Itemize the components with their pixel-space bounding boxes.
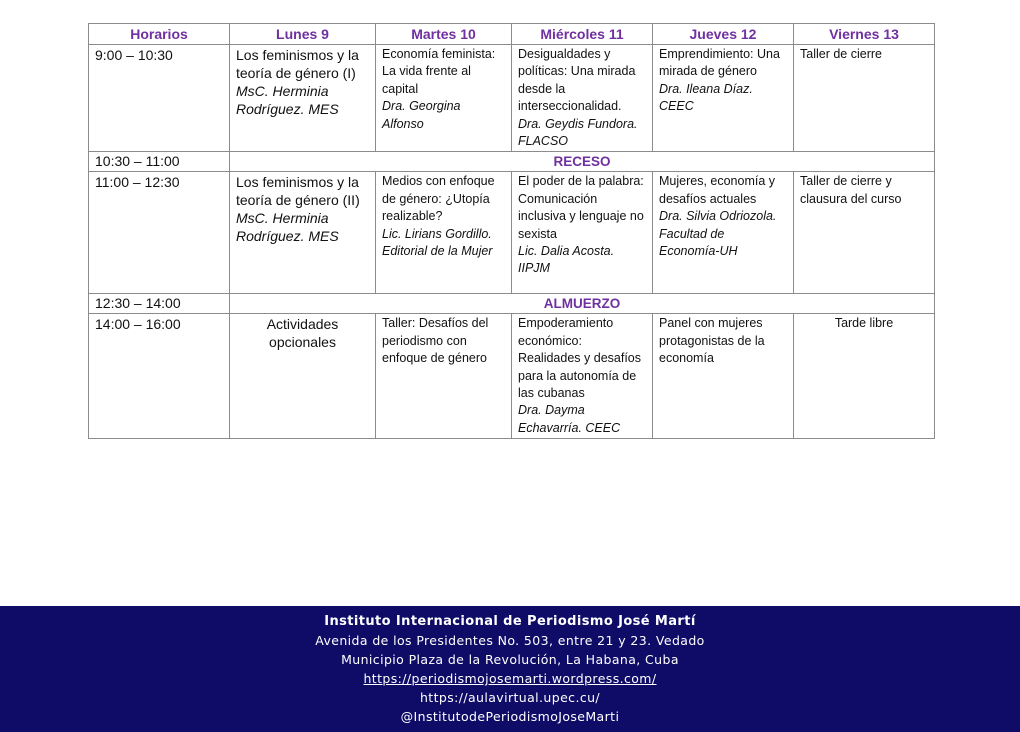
session-speaker: MsC. Herminia Rodríguez. MES [236, 83, 339, 117]
session-cell [794, 172, 935, 294]
session-speaker: Dra. Ileana Díaz. CEEC [659, 81, 753, 114]
header-horarios: Horarios [89, 24, 230, 45]
session-title: Mujeres, economía y desafíos actuales [659, 174, 776, 206]
schedule-table [88, 23, 935, 439]
session-title: Los feminismos y la teoría de género (II) [236, 174, 360, 209]
session-cell [653, 314, 794, 439]
session-speaker: Dra. Georgina Alfonso [382, 99, 461, 131]
session-speaker: MsC. Herminia Rodríguez. MES [236, 210, 339, 245]
session-title: Economía feminista: La vida frente al capital [382, 47, 496, 96]
footer-address-line2: Municipio Plaza de la Revolución, La Habana, Cuba [341, 652, 679, 667]
session-cell [230, 172, 376, 294]
session-speaker: Lic. Dalia Acosta. IIPJM [518, 244, 615, 276]
header-miercoles: Miércoles 11 [512, 24, 653, 45]
session-title: Panel con mujeres protagonistas de la economía [659, 316, 765, 366]
session-speaker: Dra. Silvia Odriozola. Facultad de Economía-UH [659, 209, 777, 259]
header-martes: Martes 10 [376, 24, 512, 45]
footer-blog-link[interactable]: https://periodismojosemarti.wordpress.com/ [363, 671, 657, 686]
session-title: Emprendimiento: Una mirada de género [659, 47, 780, 79]
session-cell [376, 314, 512, 439]
time-cell: 9:00 – 10:30 [89, 45, 230, 152]
header-jueves: Jueves 12 [653, 24, 794, 45]
break-label: RECESO [230, 152, 935, 172]
break-row [89, 152, 935, 172]
footer-address-line1: Avenida de los Presidentes No. 503, entre 21 y 23. Vedado [315, 633, 705, 648]
session-cell [512, 45, 653, 152]
session-cell [230, 45, 376, 152]
session-cell [230, 314, 376, 439]
header-row [89, 24, 935, 45]
session-speaker: Dra. Geydis Fundora. FLACSO [518, 116, 638, 149]
header-lunes: Lunes 9 [230, 24, 376, 45]
session-cell [653, 172, 794, 294]
institute-footer [0, 606, 1020, 732]
session-speaker: Dra. Dayma Echavarría. CEEC [518, 403, 621, 435]
table-row [89, 172, 935, 294]
session-cell [512, 314, 653, 439]
session-cell [794, 314, 935, 439]
session-title: Taller: Desafíos del periodismo con enfoque de género [382, 316, 489, 366]
session-cell [512, 172, 653, 294]
time-cell: 14:00 – 16:00 [89, 314, 230, 439]
session-title: Desigualdades y políticas: Una mirada desde la interseccionalidad. [518, 47, 636, 114]
break-row [89, 294, 935, 314]
footer-social-handle: @InstitutodePeriodismoJoseMarti [400, 709, 620, 724]
session-title: Taller de cierre y clausura del curso [800, 174, 902, 206]
break-label: ALMUERZO [230, 294, 935, 314]
session-title: Los feminismos y la teoría de género (I) [236, 47, 359, 81]
session-title: Taller de cierre [800, 47, 882, 61]
session-cell [376, 172, 512, 294]
session-title: Empoderamiento económico: Realidades y desafíos para la autonomía de las cubanas [518, 316, 641, 401]
footer-org-name: Instituto Internacional de Periodismo José Martí [324, 614, 696, 629]
session-speaker: Lic. Lirians Gordillo. Editorial de la Mujer [382, 226, 493, 259]
table-row [89, 314, 935, 439]
session-title: Actividades opcionales [266, 316, 339, 351]
session-title: Medios con enfoque de género: ¿Utopía realizable? [382, 174, 495, 224]
time-cell: 10:30 – 11:00 [89, 152, 230, 172]
footer-aula-link[interactable]: https://aulavirtual.upec.cu/ [419, 690, 601, 705]
session-cell [376, 45, 512, 152]
time-cell: 11:00 – 12:30 [89, 172, 230, 294]
session-title: El poder de la palabra: Comunicación inclusiva y lenguaje no sexista [518, 174, 644, 241]
time-cell: 12:30 – 14:00 [89, 294, 230, 314]
session-cell [794, 45, 935, 152]
table-row [89, 45, 935, 152]
header-viernes: Viernes 13 [794, 24, 935, 45]
session-cell [653, 45, 794, 152]
session-title: Tarde libre [834, 316, 894, 331]
